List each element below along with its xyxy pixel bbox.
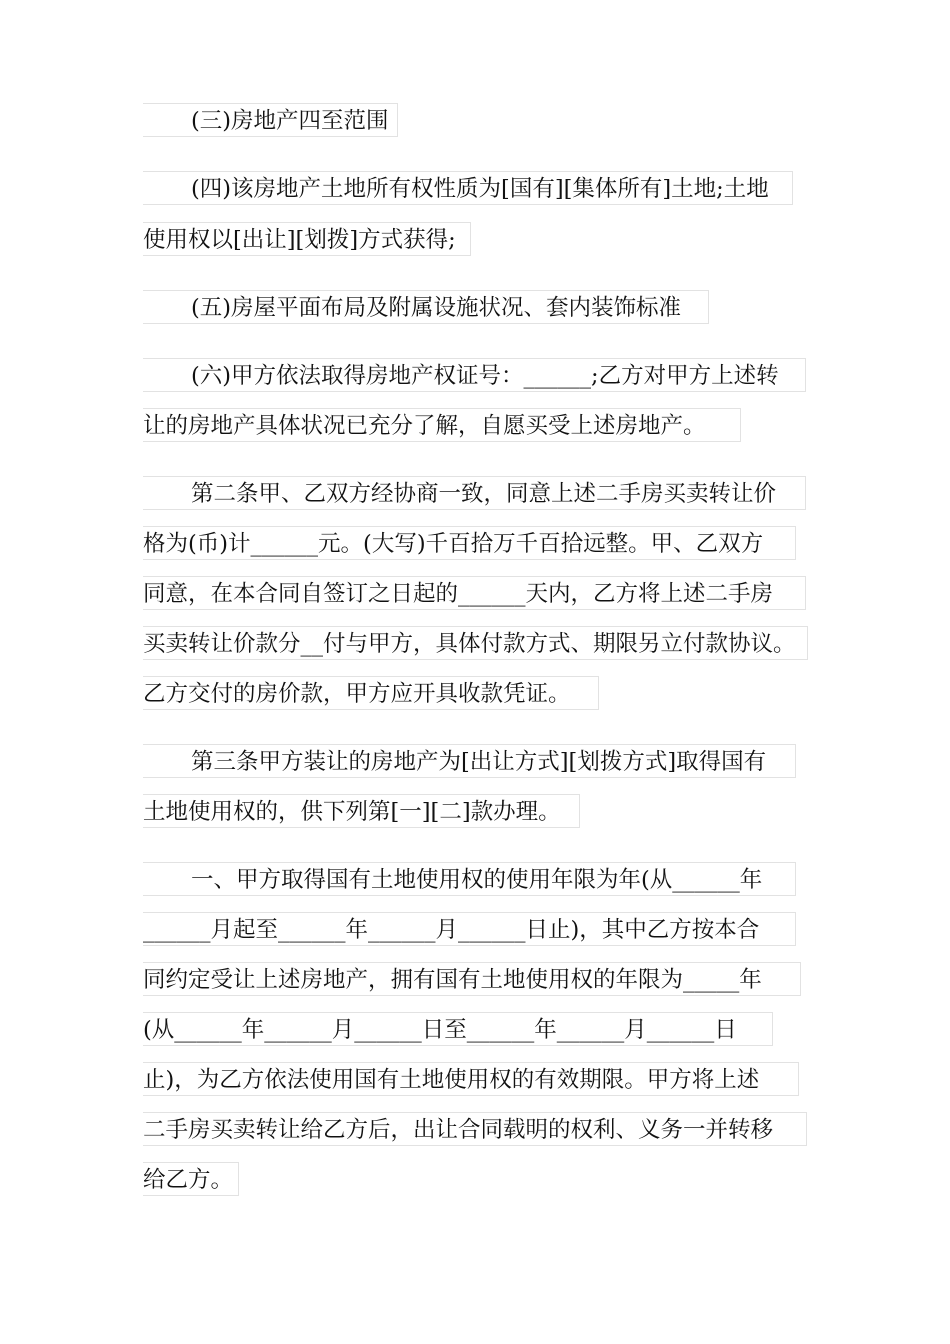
text-line: 二手房买卖转让给乙方后，出让合同载明的权利、义务一并转移: [143, 1112, 807, 1146]
text-line: 让的房地产具体状况已充分了解，自愿买受上述房地产。: [143, 408, 741, 442]
text-line: 第二条甲、乙双方经协商一致，同意上述二手房买卖转让价: [143, 476, 806, 510]
text-line: 第三条甲方装让的房地产为[出让方式][划拨方式]取得国有: [143, 744, 796, 778]
text-line: 同意，在本合同自签订之日起的______天内，乙方将上述二手房: [143, 576, 806, 610]
text-line: 一、甲方取得国有土地使用权的使用年限为年(从______年: [143, 862, 796, 896]
text-line: 止)，为乙方依法使用国有土地使用权的有效期限。甲方将上述: [143, 1062, 799, 1096]
text-line: 土地使用权的，供下列第[一][二]款办理。: [143, 794, 580, 828]
text-line: ______月起至______年______月______日止)，其中乙方按本合: [143, 912, 796, 946]
text-line: (从______年______月______日至______年______月______日: [143, 1012, 773, 1046]
text-line: (三)房地产四至范围: [143, 103, 398, 137]
text-line: 给乙方。: [143, 1162, 239, 1196]
text-line: 买卖转让价款分__付与甲方，具体付款方式、期限另立付款协议。: [143, 626, 808, 660]
text-line: (六)甲方依法取得房地产权证号：______;乙方对甲方上述转: [143, 358, 806, 392]
text-line: 同约定受让上述房地产，拥有国有土地使用权的年限为_____年: [143, 962, 801, 996]
text-line: (五)房屋平面布局及附属设施状况、套内装饰标准: [143, 290, 709, 324]
text-line: 格为(币)计______元。(大写)千百拾万千百拾远整。甲、乙双方: [143, 526, 796, 560]
text-line: (四)该房地产土地所有权性质为[国有][集体所有]土地;土地: [143, 171, 793, 205]
text-line: 使用权以[出让][划拨]方式获得;: [143, 222, 471, 256]
text-line: 乙方交付的房价款，甲方应开具收款凭证。: [143, 676, 599, 710]
